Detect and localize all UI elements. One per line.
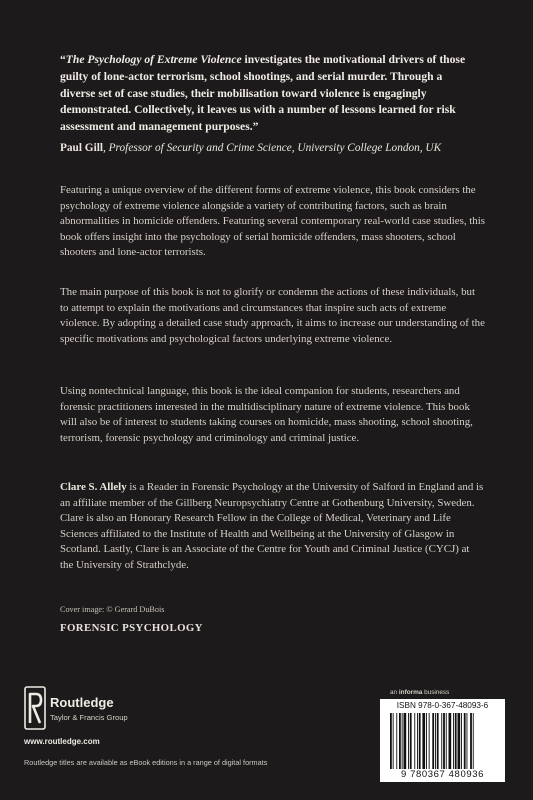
description-paragraph-3: Using nontechnical language, this book is the ideal companion for students, researchers and forensic practitioners interested in the multidisciplinary nature of extreme violence. This book will also be of interest to students taking courses on homicide, mass shooting, school shooting, terrorism, forensic psychology and criminology and criminal justice.	[60, 385, 473, 444]
endorser-name: Paul Gill	[60, 142, 103, 154]
cover-credit: Cover image: © Gerard DuBois	[60, 605, 165, 614]
author-bio-text: is a Reader in Forensic Psychology at the University of Salford in England and is an affiliate member of the Gillberg Neuropsychiatry Centre at Gothenburg University, Sweden. Clare is also an Honorary Research Fellow in the College of Medical, Veterinary and Life Sciences affiliated to the Institute of Health and Wellbeing at the University of Glasgow in Scotland. Lastly, Clare is an Associate of the Centre for Youth and Criminal Justice (CYCJ) at the University of Strathclyde.	[60, 481, 484, 571]
ebook-note: Routledge titles are available as eBook editions in a range of digital formats	[24, 758, 268, 767]
author-bio-name: Clare S. Allely	[60, 481, 127, 493]
quote-book-title: The Psychology of Extreme Violence	[65, 53, 242, 66]
description-paragraph-2: The main purpose of this book is not to glorify or condemn the actions of these individuals, but to attempt to explain the motivations and circumstances that inspire such acts of extreme violence. By adopting a detailed case study approach, it aims to increase our understanding of the specific motivations and psychological factors underlying extreme violence.	[60, 286, 485, 345]
barcode-icon	[390, 713, 495, 769]
routledge-logo-icon	[24, 686, 46, 730]
publisher-url[interactable]: www.routledge.com	[24, 737, 100, 746]
endorsement-quote	[60, 52, 480, 136]
quote-open-mark: “	[60, 53, 66, 66]
publisher-group: Taylor & Francis Group	[50, 713, 128, 722]
informa-prefix: an	[390, 689, 399, 696]
informa-suffix: business	[422, 689, 450, 696]
barcode-panel	[380, 699, 505, 782]
isbn-number: ISBN 978-0-367-48093-6	[396, 701, 489, 710]
author-bio	[60, 480, 485, 574]
subject-category: FORENSIC PSYCHOLOGY	[60, 622, 203, 634]
informa-tagline	[390, 689, 449, 696]
description-paragraph-1: Featuring a unique overview of the different forms of extreme violence, this book considers the psychology of extreme violence alongside a variety of contributing factors, such as brain abnormalities in homicide offenders. Featuring several contemporary real-world case studies, this book offers insight into the psychology of serial homicide offenders, mass shooters, school shooters and lone-actor terrorists.	[60, 184, 486, 259]
endorser-role: , Professor of Security and Crime Science, University College London, UK	[103, 142, 442, 154]
quote-body: investigates the motivational drivers of those guilty of lone-actor terrorism, school shootings, and serial murder. Through a diverse set of case studies, their mobilisation toward violence is engagingly demonstrated. Collectively, it leaves us with a number of lessons learned for risk assessment and management purposes.”	[60, 53, 466, 134]
endorsement-attribution	[60, 141, 490, 156]
publisher-name: Routledge	[50, 695, 114, 710]
informa-brand: informa	[398, 689, 423, 696]
barcode-digits: 9 780367 480936	[401, 769, 484, 780]
